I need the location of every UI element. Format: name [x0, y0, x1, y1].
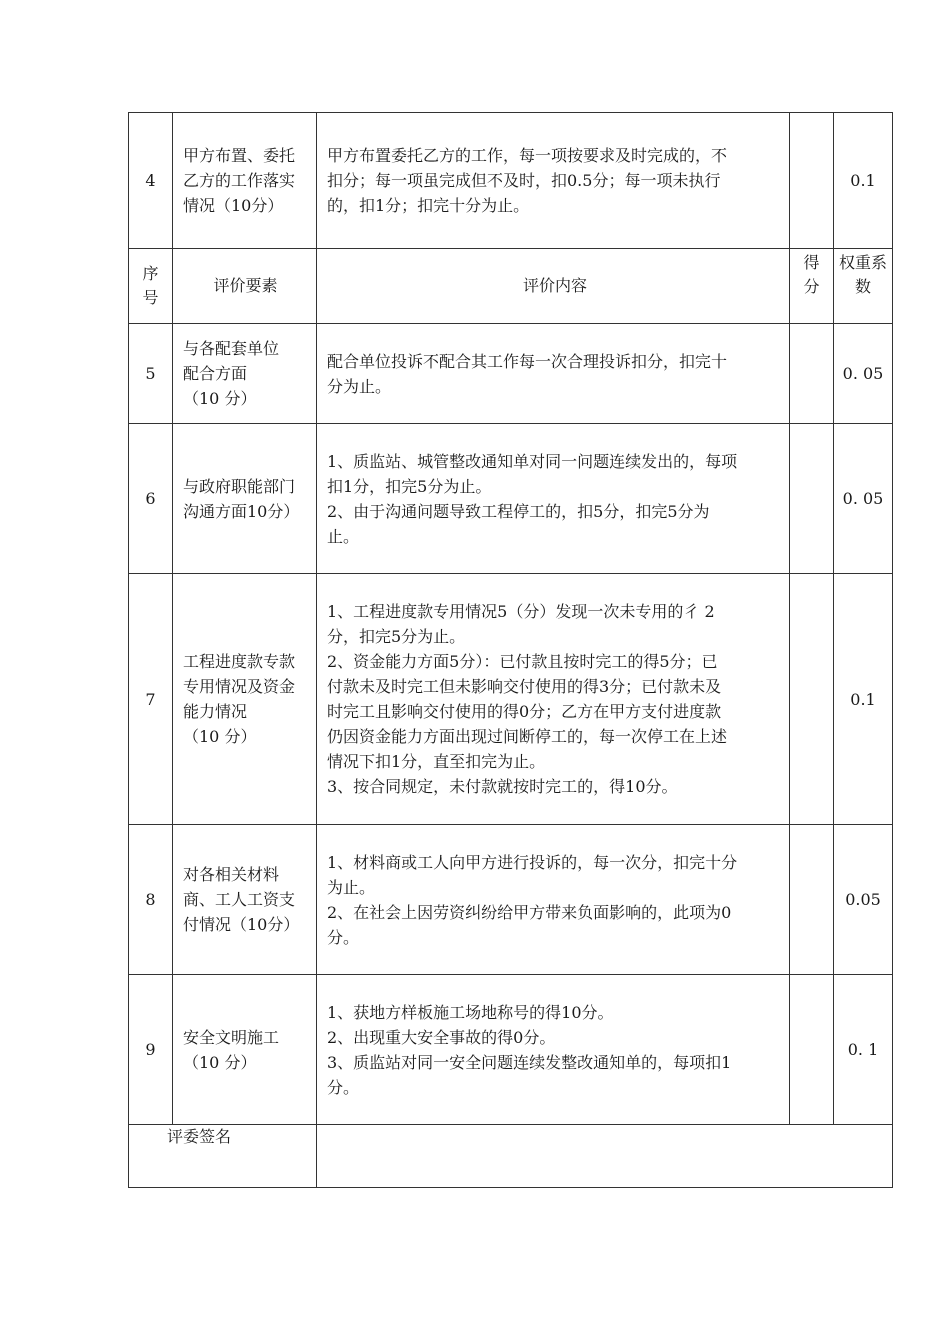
score-cell[interactable]	[790, 113, 834, 249]
evaluation-content: 1、材料商或工人向甲方进行投诉的，每一次分，扣完十分 为止。 2、在社会上因劳资纠纷给甲方带来负面影响的，此项为0 分。	[317, 825, 790, 975]
weight-coefficient: 0.1	[834, 113, 893, 249]
score-cell[interactable]	[790, 324, 834, 424]
table-row	[129, 324, 893, 424]
score-cell[interactable]	[790, 825, 834, 975]
signature-field[interactable]	[317, 1125, 893, 1188]
evaluation-content: 1、获地方样板施工场地称号的得10分。 2、出现重大安全事故的得0分。 3、质监站对同一安全问题连续发整改通知单的，每项扣1 分。	[317, 975, 790, 1125]
header-number: 序 号	[129, 249, 173, 324]
header-content: 评价内容	[317, 249, 790, 324]
signature-label: 评委签名	[129, 1125, 317, 1188]
evaluation-element: 安全文明施工 （10 分）	[173, 975, 317, 1125]
evaluation-element: 工程进度款专款 专用情况及资金 能力情况 （10 分）	[173, 574, 317, 825]
weight-coefficient: 0.1	[834, 574, 893, 825]
evaluation-element: 与各配套单位 配合方面 （10 分）	[173, 324, 317, 424]
weight-coefficient: 0.05	[834, 825, 893, 975]
item-number: 6	[129, 424, 173, 574]
signature-row	[129, 1125, 893, 1188]
table-row	[129, 574, 893, 825]
header-weight: 权重系 数	[834, 249, 893, 324]
header-score: 得 分	[790, 249, 834, 324]
item-number: 7	[129, 574, 173, 825]
evaluation-element: 与政府职能部门 沟通方面10分）	[173, 424, 317, 574]
weight-coefficient: 0. 1	[834, 975, 893, 1125]
score-cell[interactable]	[790, 424, 834, 574]
table-row	[129, 825, 893, 975]
evaluation-table	[128, 112, 893, 1188]
table-row	[129, 113, 893, 249]
table-header-row	[129, 249, 893, 324]
score-cell[interactable]	[790, 574, 834, 825]
evaluation-content: 甲方布置委托乙方的工作，每一项按要求及时完成的，不 扣分；每一项虽完成但不及时，扣0.5分；每一项未执行 的，扣1分；扣完十分为止。	[317, 113, 790, 249]
evaluation-content: 1、质监站、城管整改通知单对同一问题连续发出的，每项 扣1分，扣完5分为止。 2、由于沟通问题导致工程停工的，扣5分，扣完5分为 止。	[317, 424, 790, 574]
item-number: 5	[129, 324, 173, 424]
evaluation-element: 甲方布置、委托 乙方的工作落实 情况（10分）	[173, 113, 317, 249]
evaluation-content: 1、工程进度款专用情况5（分）发现一次未专用的彳 2 分，扣完5分为止。 2、资金能力方面5分）：已付款且按时完工的得5分；已 付款未及时完工但未影响交付使用的得3分；已付款未及 时完工且影响交付使用的得0分；乙方在甲方支付进度款 仍因资金能力方面出现过间断停工的，每一次停工在上述 情况下扣1分，直至扣完为止。 3、按合同规定，未付款就按时完工的，得10分。	[317, 574, 790, 825]
item-number: 9	[129, 975, 173, 1125]
weight-coefficient: 0. 05	[834, 324, 893, 424]
evaluation-element: 对各相关材料 商、工人工资支 付情况（10分）	[173, 825, 317, 975]
header-element: 评价要素	[173, 249, 317, 324]
evaluation-content: 配合单位投诉不配合其工作每一次合理投诉扣分，扣完十 分为止。	[317, 324, 790, 424]
score-cell[interactable]	[790, 975, 834, 1125]
table-row	[129, 975, 893, 1125]
item-number: 4	[129, 113, 173, 249]
table-row	[129, 424, 893, 574]
item-number: 8	[129, 825, 173, 975]
weight-coefficient: 0. 05	[834, 424, 893, 574]
